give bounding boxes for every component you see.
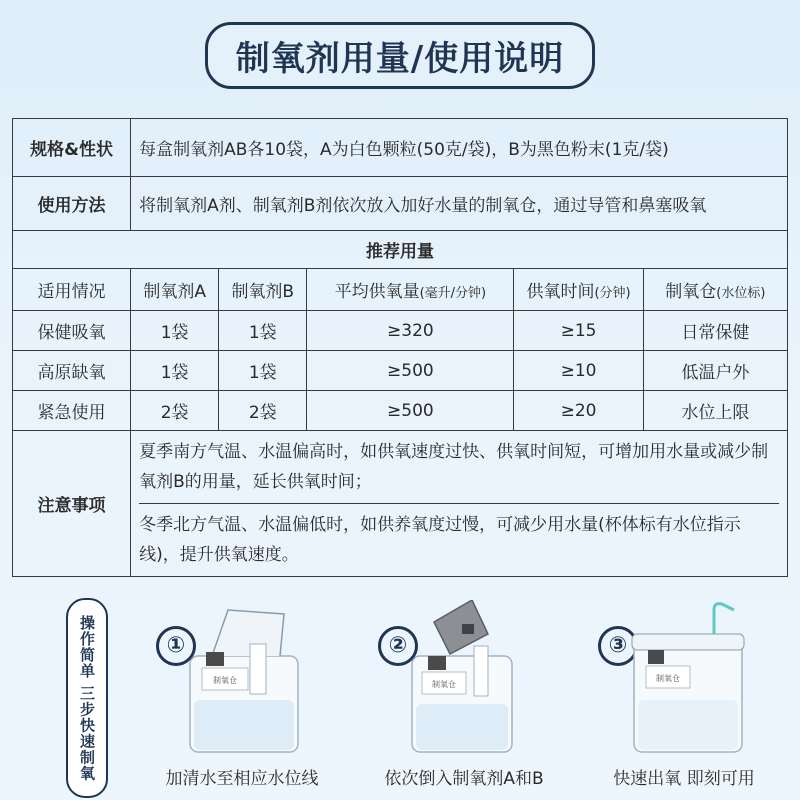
step-caption: 依次倒入制氧剂A和B [384,769,544,789]
header-time-unit: (分钟) [594,286,631,301]
header-chamber-main: 制氧仓 [665,282,717,302]
row-b: 1袋 [219,311,307,351]
header-flow [307,269,514,311]
step-number: ① [156,626,196,666]
header-time [514,269,643,311]
table-header-row [13,269,788,311]
header-chamber-unit: (水位标) [716,286,766,301]
row-chamber: 水位上限 [643,391,787,431]
container-tag: 制氧仓 [432,680,456,689]
row-time: ≥20 [514,391,643,431]
row-flow: ≥500 [307,391,514,431]
row-b: 1袋 [219,351,307,391]
steps-label [66,598,108,798]
row-time: ≥10 [514,351,643,391]
table-row [13,391,788,431]
step-number: ② [378,626,418,666]
step-number: ③ [598,626,638,666]
recommended-title-row [13,231,788,269]
row-flow: ≥320 [307,311,514,351]
note-item: 冬季北方气温、水温偏低时，如供养氧度过慢，可减少用水量(杯体标有水位指示线)，提升供氧速度。 [139,503,779,576]
header-a: 制氧剂A [131,269,219,311]
container-pouring-icon [364,600,564,760]
notes-cell [131,431,788,577]
page-title: 制氧剂用量/使用说明 [205,22,595,89]
usage-label: 使用方法 [13,177,131,231]
row-chamber: 日常保健 [643,311,787,351]
note-item: 夏季南方气温、水温偏高时，如供氧速度过快、供氧时间短，可增加用水量或减少制氧剂B的用量，延长供氧时间； [139,442,769,492]
step-caption: 快速出氧 即刻可用 [613,769,755,789]
header-situation: 适用情况 [13,269,131,311]
table-row [13,311,788,351]
row-b: 2袋 [219,391,307,431]
header-flow-unit: (毫升/分钟) [419,286,487,301]
container-tag: 制氧仓 [213,676,237,685]
row-situation: 高原缺氧 [13,351,131,391]
container-closed-with-tube-icon [584,600,784,760]
usage-row [13,177,788,231]
step-caption: 加清水至相应水位线 [165,769,319,789]
container-tag: 制氧仓 [656,674,680,683]
row-a: 1袋 [131,351,219,391]
spec-row [13,119,788,177]
header-b: 制氧剂B [219,269,307,311]
row-a: 1袋 [131,311,219,351]
table-row [13,351,788,391]
row-situation: 紧急使用 [13,391,131,431]
row-flow: ≥500 [307,351,514,391]
notes-row [13,431,788,577]
title-wrap [0,22,800,89]
spec-value: 每盒制氧剂AB各10袋，A为白色颗粒(50克/袋)，B为黑色粉末(1克/袋) [131,119,788,177]
header-chamber [643,269,787,311]
steps-label-text: 操作简单 三步快速制氧 [78,614,96,782]
step-3 [584,600,784,800]
header-flow-main: 平均供氧量 [334,282,420,302]
row-situation: 保健吸氧 [13,311,131,351]
step-1 [142,600,342,800]
recommended-title: 推荐用量 [13,231,788,269]
container-open-lid-icon [142,600,342,760]
row-a: 2袋 [131,391,219,431]
header-time-main: 供氧时间 [526,282,595,302]
step-2 [364,600,564,800]
spec-label: 规格&性状 [13,119,131,177]
usage-value: 将制氧剂A剂、制氧剂B剂依次放入加好水量的制氧仓，通过导管和鼻塞吸氧 [131,177,788,231]
row-time: ≥15 [514,311,643,351]
spec-table [12,118,788,577]
notes-label: 注意事项 [13,431,131,577]
row-chamber: 低温户外 [643,351,787,391]
